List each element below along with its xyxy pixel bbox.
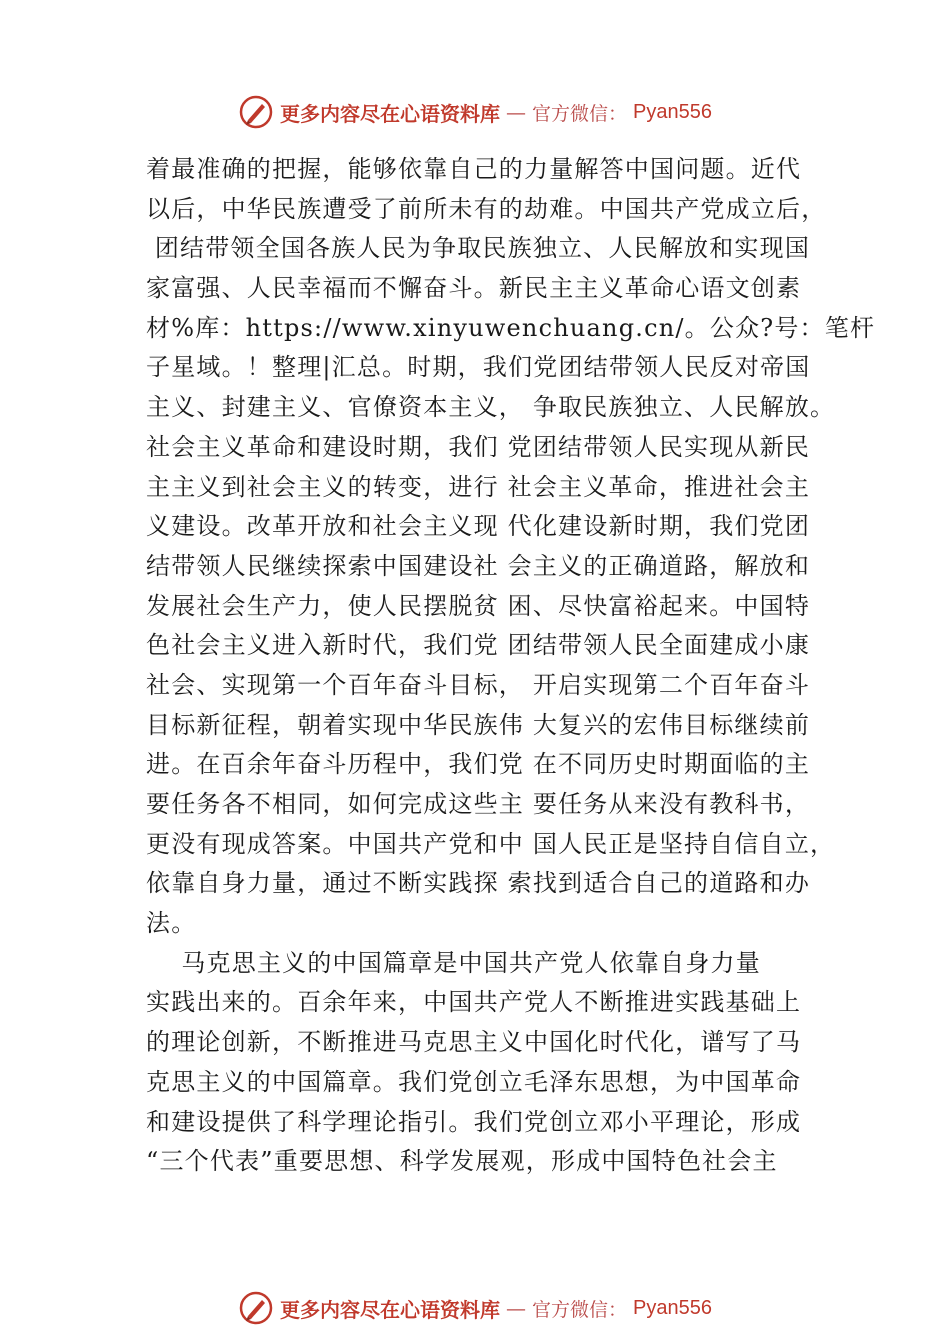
- body-line: 进。在百余年奋斗历程中，我们党 在不同历史时期面临的主: [146, 750, 811, 779]
- header-wechat-id: Pyan556: [633, 100, 712, 123]
- footer-separator: —: [506, 1296, 526, 1320]
- body-line: 结带领人民继续探索中国建设社 会主义的正确道路，解放和: [146, 551, 811, 580]
- header-separator: —: [506, 100, 526, 124]
- body-line: 目标新征程，朝着实现中华民族伟 大复兴的宏伟目标继续前: [146, 710, 811, 739]
- body-line: 义建设。改革开放和社会主义现 代化建设新时期，我们党团: [146, 512, 811, 541]
- body-line: 发展社会生产力，使人民摆脱贫 困、尽快富裕起来。中国特: [146, 591, 811, 620]
- body-line: 依靠自身力量，通过不断实践探 索找到适合自己的道路和办: [146, 869, 811, 898]
- footer-wechat-label: 官方微信：: [532, 1298, 628, 1321]
- body-line: “三个代表”重要思想、科学发展观，形成中国特色社会主: [146, 1147, 778, 1176]
- body-line: 家富强、人民幸福而不懈奋斗。新民主主义革命心语文创素: [146, 274, 802, 303]
- body-line: 实践出来的。百余年来，中国共产党人不断推进实践基础上: [146, 988, 802, 1017]
- body-line: 主义、封建主义、官僚资本主义， 争取民族独立、人民解放。: [146, 393, 836, 422]
- body-line: 社会主义革命和建设时期，我们 党团结带领人民实现从新民: [146, 432, 811, 461]
- body-line: 着最准确的把握，能够依靠自己的力量解答中国问题。近代: [146, 155, 802, 183]
- document-body: [146, 150, 876, 1182]
- body-line: 子星域。！整理|汇总。时期，我们党团结带领人民反对帝国: [146, 353, 811, 382]
- body-line: 要任务各不相同，如何完成这些主 要任务从来没有教科书，: [146, 790, 811, 818]
- body-line: 色社会主义进入新时代，我们党 团结带领人民全面建成小康: [146, 631, 811, 660]
- body-line: 的理论创新，不断推进马克思主义中国化时代化，谱写了马: [146, 1028, 802, 1057]
- pen-logo-icon: [238, 94, 274, 130]
- pen-logo-icon: [238, 1290, 274, 1326]
- body-line: 马克思主义的中国篇章是中国共产党人依靠自身力量: [146, 948, 761, 977]
- body-line: 和建设提供了科学理论指引。我们党创立邓小平理论，形成: [146, 1107, 802, 1136]
- body-line: 克思主义的中国篇章。我们党创立毛泽东思想，为中国革命: [146, 1067, 802, 1096]
- body-line: 材%库：https://www.xinyuwenchuang.cn/。公众?号：笔杆: [146, 313, 876, 342]
- body-line: 团结带领全国各族人民为争取民族独立、人民解放和实现国: [146, 234, 811, 263]
- body-line: 社会、实现第一个百年奋斗目标， 开启实现第二个百年奋斗: [146, 670, 811, 699]
- body-line: 以后，中华民族遭受了前所未有的劫难。中国共产党成立后，: [146, 194, 827, 223]
- header-banner: [0, 92, 950, 132]
- header-brand-text: 更多内容尽在心语资料库: [280, 101, 500, 126]
- footer-wechat-id: Pyan556: [633, 1296, 712, 1319]
- footer-brand-text: 更多内容尽在心语资料库: [280, 1297, 500, 1322]
- body-line: 主主义到社会主义的转变，进行 社会主义革命，推进社会主: [146, 472, 811, 501]
- body-line: 法。: [146, 909, 197, 938]
- body-line: 更没有现成答案。中国共产党和中 国人民正是坚持自信自立，: [146, 829, 836, 858]
- footer-banner: [0, 1288, 950, 1328]
- header-wechat-label: 官方微信：: [532, 102, 628, 125]
